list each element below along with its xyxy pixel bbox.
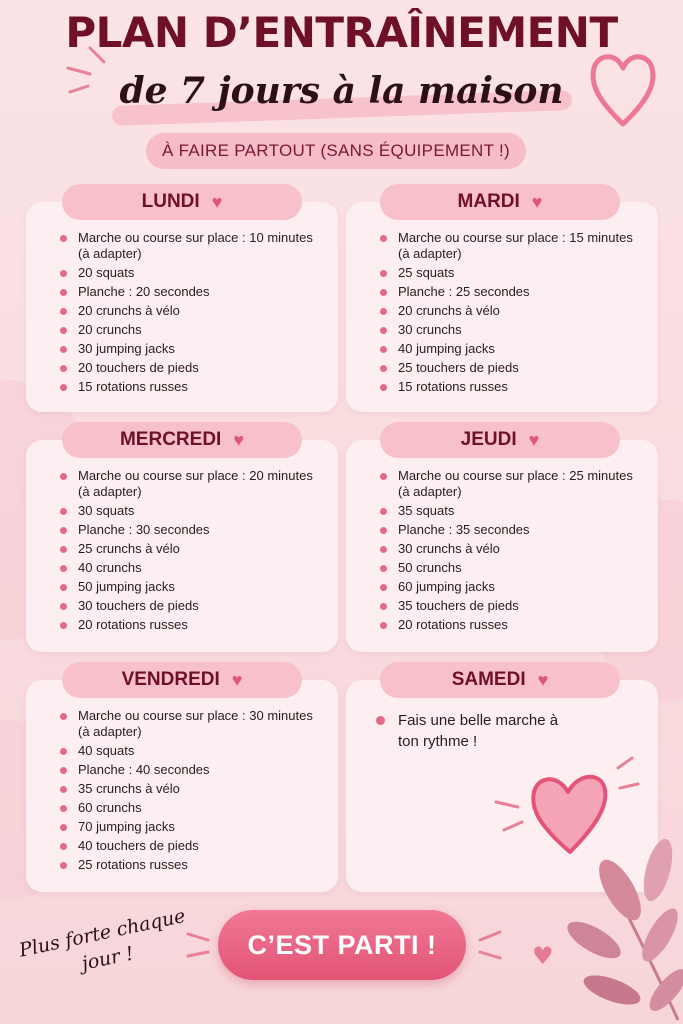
heart-icon: ♥: [231, 669, 243, 690]
day-card-mardi: [346, 202, 658, 412]
day-label: MARDI: [457, 191, 520, 212]
start-button[interactable]: C’EST PARTI !: [218, 910, 466, 980]
list-item: Marche ou course sur place : 25 minutes (à adapter): [380, 468, 646, 500]
motto-text: Plus forte chaque jour !: [17, 904, 188, 975]
exercise-list: [60, 708, 326, 876]
list-item: 70 jumping jacks: [60, 819, 326, 835]
list-item: 60 crunchs: [60, 800, 326, 816]
list-item: 25 touchers de pieds: [380, 360, 646, 376]
list-item: Marche ou course sur place : 20 minutes (à adapter): [60, 468, 326, 500]
exercise-list: [60, 230, 326, 398]
list-item: 50 crunchs: [380, 560, 646, 576]
list-item: 40 crunchs: [60, 560, 326, 576]
day-card-vendredi: [26, 680, 338, 892]
day-label: VENDREDI: [121, 669, 220, 690]
list-item: Marche ou course sur place : 10 minutes (à adapter): [60, 230, 326, 262]
day-card-mercredi: [26, 440, 338, 652]
day-label: LUNDI: [141, 191, 200, 212]
leaf-branch-icon: [560, 830, 683, 1024]
page-subtitle: de 7 jours à la maison: [119, 70, 564, 112]
heart-icon: ♥: [528, 429, 540, 450]
list-item: Marche ou course sur place : 30 minutes (à adapter): [60, 708, 326, 740]
list-item: 30 jumping jacks: [60, 341, 326, 357]
list-item: 20 crunchs à vélo: [380, 303, 646, 319]
day-header-jeudi: [380, 422, 620, 458]
exercise-list: [60, 468, 326, 636]
exercise-list: [380, 468, 646, 636]
list-item: 20 crunchs à vélo: [60, 303, 326, 319]
list-item: 25 rotations russes: [60, 857, 326, 873]
day-header-vendredi: [62, 662, 302, 698]
list-item: 30 crunchs: [380, 322, 646, 338]
day-label: SAMEDI: [451, 669, 526, 690]
day-card-lundi: [26, 202, 338, 412]
samedi-activity: [376, 710, 576, 752]
heart-icon: ♥: [211, 191, 223, 212]
bullet-dot: [376, 716, 385, 725]
list-item: 40 squats: [60, 743, 326, 759]
sparkle-lines-icon: [476, 926, 506, 966]
list-item: Planche : 25 secondes: [380, 284, 646, 300]
list-item: 50 jumping jacks: [60, 579, 326, 595]
list-item: 30 touchers de pieds: [60, 598, 326, 614]
list-item: 20 touchers de pieds: [60, 360, 326, 376]
sparkle-lines-icon: [184, 926, 214, 966]
list-item: 35 touchers de pieds: [380, 598, 646, 614]
sparkle-lines-icon: [60, 40, 110, 100]
tagline-pill: À FAIRE PARTOUT (SANS ÉQUIPEMENT !): [146, 133, 526, 169]
list-item: 25 squats: [380, 265, 646, 281]
list-item: 30 crunchs à vélo: [380, 541, 646, 557]
list-item: 15 rotations russes: [60, 379, 326, 395]
day-header-mercredi: [62, 422, 302, 458]
heart-icon: ♥: [233, 429, 245, 450]
day-header-mardi: [380, 184, 620, 220]
list-item: Planche : 30 secondes: [60, 522, 326, 538]
day-header-samedi: [380, 662, 620, 698]
list-item: 20 squats: [60, 265, 326, 281]
list-item: 40 jumping jacks: [380, 341, 646, 357]
list-item: Planche : 40 secondes: [60, 762, 326, 778]
list-item: 20 rotations russes: [60, 617, 326, 633]
list-item: 20 crunchs: [60, 322, 326, 338]
heart-icon: ♥: [532, 942, 554, 970]
day-label: MERCREDI: [119, 429, 222, 450]
list-item: 20 rotations russes: [380, 617, 646, 633]
day-label: JEUDI: [460, 429, 517, 450]
list-item: 60 jumping jacks: [380, 579, 646, 595]
heart-outline-icon: [588, 42, 658, 132]
heart-icon: ♥: [537, 669, 549, 690]
day-card-jeudi: [346, 440, 658, 652]
samedi-text: Fais une belle marche à ton rythme !: [398, 712, 559, 750]
list-item: 15 rotations russes: [380, 379, 646, 395]
list-item: 35 squats: [380, 503, 646, 519]
list-item: Planche : 20 secondes: [60, 284, 326, 300]
list-item: 40 touchers de pieds: [60, 838, 326, 854]
list-item: 35 crunchs à vélo: [60, 781, 326, 797]
list-item: 25 crunchs à vélo: [60, 541, 326, 557]
list-item: Marche ou course sur place : 15 minutes (à adapter): [380, 230, 646, 262]
heart-icon: ♥: [531, 191, 543, 212]
day-header-lundi: [62, 184, 302, 220]
exercise-list: [380, 230, 646, 398]
list-item: 30 squats: [60, 503, 326, 519]
page-title: PLAN D’ENTRAÎNEMENT: [65, 8, 618, 57]
list-item: Planche : 35 secondes: [380, 522, 646, 538]
